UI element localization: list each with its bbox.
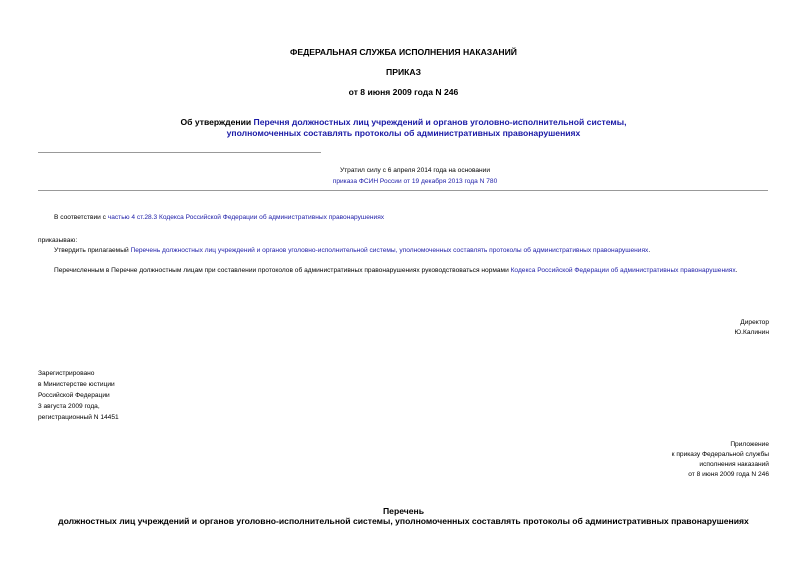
appendix-line: исполнения наказаний xyxy=(699,461,769,468)
guidance-suffix: . xyxy=(735,267,738,274)
registration-line: 3 августа 2009 года, xyxy=(38,403,100,410)
registration-line: Зарегистрировано xyxy=(38,370,95,377)
signature-block xyxy=(600,318,769,338)
document-date-number: от 8 июня 2009 года N 246 xyxy=(348,87,459,97)
agency-title: ФЕДЕРАЛЬНАЯ СЛУЖБА ИСПОЛНЕНИЯ НАКАЗАНИЙ xyxy=(290,47,517,57)
registration-block xyxy=(38,368,238,423)
status-link[interactable]: приказа ФСИН России от 19 декабря 2013 года N 780 xyxy=(332,178,498,185)
appendix-line: от 8 июня 2009 года N 246 xyxy=(688,471,769,478)
signature-name: Ю.Калинин xyxy=(734,329,769,336)
paragraph-guidance xyxy=(38,266,769,276)
appendix-line: к приказу Федеральной службы xyxy=(671,451,769,458)
approve-link[interactable]: Перечень должностных лиц учреждений и органов уголовно-исполнительной системы, уполномоченных составлять протоколы об административных правонарушениях xyxy=(130,247,649,254)
appendix-block xyxy=(560,440,769,480)
registration-line: в Министерстве юстиции xyxy=(38,381,115,388)
guidance-prefix: Перечисленным в Перечне должностным лицам при составлении протоколов об административных правонарушениях руководствоваться нормами xyxy=(54,267,511,274)
status-note xyxy=(280,165,550,187)
basis-prefix: В соответствии с xyxy=(54,214,108,221)
paragraph-approve xyxy=(54,246,650,256)
subject-prefix: Об утверждении xyxy=(180,117,254,127)
list-subtitle: должностных лиц учреждений и органов уголовно-исполнительной системы, уполномоченных составлять протоколы об административных правонарушениях xyxy=(58,516,749,526)
basis-link[interactable]: частью 4 ст.28.3 Кодекса Российской Федерации об административных правонарушениях xyxy=(107,214,385,221)
divider-long xyxy=(38,190,768,191)
document-type: ПРИКАЗ xyxy=(386,67,421,77)
approve-suffix: . xyxy=(648,247,651,254)
subject-link-line1[interactable]: Перечня должностных лиц учреждений и органов уголовно-исполнительной системы, xyxy=(253,117,627,127)
registration-line: Российской Федерации xyxy=(38,392,110,399)
document-subject xyxy=(0,117,807,139)
approve-prefix: Утвердить прилагаемый xyxy=(54,247,131,254)
paragraph-basis xyxy=(54,213,384,223)
order-label: приказываю: xyxy=(38,237,78,244)
list-title: Перечень xyxy=(382,506,424,516)
divider-short xyxy=(38,152,321,153)
guidance-link[interactable]: Кодекса Российской Федерации об административных правонарушениях xyxy=(510,267,736,274)
signature-title: Директор xyxy=(740,319,769,326)
subject-link-line2[interactable]: уполномоченных составлять протоколы об административных правонарушениях xyxy=(226,128,581,138)
appendix-line: Приложение xyxy=(730,441,769,448)
status-line: Утратил силу с 6 апреля 2014 года на основании xyxy=(339,167,491,174)
registration-line: регистрационный N 14451 xyxy=(38,414,119,421)
